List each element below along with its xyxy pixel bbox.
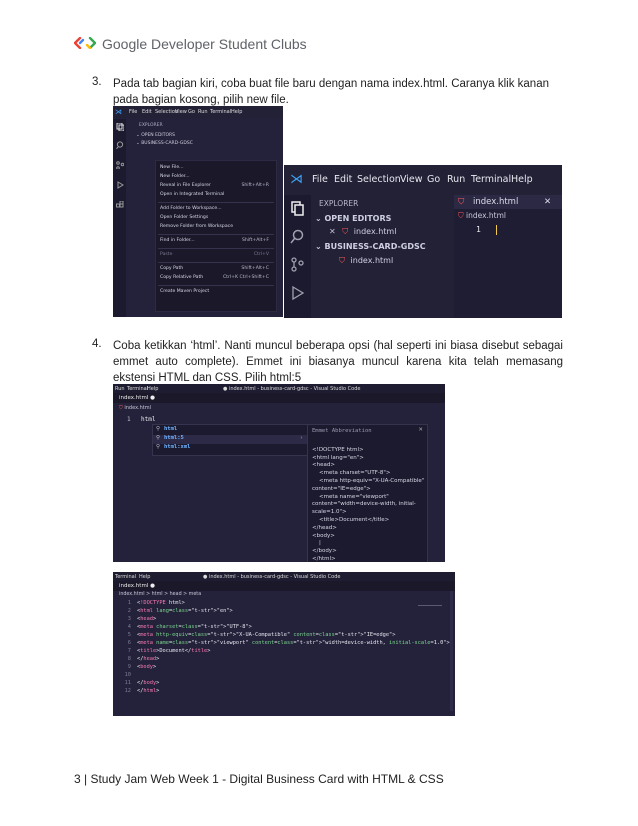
wrench-icon: ⚲ — [156, 426, 161, 432]
line-number: 1 — [127, 600, 131, 606]
search-icon[interactable] — [290, 229, 305, 244]
code-text: <title>Document</title> — [137, 648, 211, 654]
menu-file[interactable]: File — [129, 109, 138, 115]
menu-help[interactable]: Help — [147, 386, 159, 392]
menu-terminal[interactable]: Terminal — [115, 574, 137, 580]
breadcrumb: index.html > html > head > meta — [119, 592, 202, 597]
ctx-copy-path[interactable]: Copy Path Shift+Alt+C — [160, 266, 269, 271]
menu-file[interactable]: File — [312, 174, 328, 185]
line-number: 1 — [127, 416, 131, 423]
line-number: 9 — [127, 664, 131, 670]
menu-terminal[interactable]: Terminal — [210, 109, 232, 115]
code-text: <meta name=class="t-str">"viewport" content=class="t-str">"width=device-width, initial-scale=1.0"> — [137, 640, 450, 646]
detail-title: Emmet Abbreviation — [312, 428, 372, 434]
menu-help[interactable]: Help — [511, 174, 533, 185]
workspace-folder[interactable]: ⌄ BUSINESS-CARD-GDSC — [315, 242, 426, 251]
ctx-new-folder[interactable]: New Folder... — [160, 174, 190, 179]
screenshot-new-file-created — [284, 165, 562, 318]
editor-area — [454, 195, 562, 318]
menu-terminal[interactable]: Terminal — [471, 174, 512, 185]
code-text: <meta charset=class="t-str">"UTF-8"> — [137, 624, 252, 630]
activity-bar — [113, 119, 126, 317]
source-control-icon[interactable] — [116, 161, 124, 169]
menu-selection[interactable]: Selection — [357, 174, 401, 185]
line-number: 3 — [127, 616, 131, 622]
files-icon[interactable] — [290, 201, 305, 216]
menu-help[interactable]: Help — [231, 109, 243, 115]
ctx-create-maven-project[interactable]: Create Maven Project — [160, 289, 210, 294]
tab-index-html[interactable]: ⛉ index.html ✕ — [454, 195, 562, 209]
menu-run[interactable]: Run — [447, 174, 466, 185]
gdsc-logo — [74, 37, 96, 49]
line-number: 6 — [127, 640, 131, 646]
code-text: </head> — [137, 656, 160, 662]
ctx-paste[interactable]: Paste Ctrl+V — [160, 252, 269, 257]
line-number: 7 — [127, 648, 131, 654]
line-number: 12 — [124, 688, 131, 694]
menu-view[interactable]: View — [175, 109, 187, 115]
code-text: <head> — [137, 616, 157, 622]
menu-terminal[interactable]: Terminal — [127, 386, 149, 392]
code-text: <html lang=class="t-str">"en"> — [137, 608, 233, 614]
wrench-icon: ⚲ — [156, 435, 161, 441]
workspace-folder[interactable]: ⌄ BUSINESS-CARD-GDSC — [136, 141, 193, 146]
line-number: 4 — [127, 624, 131, 630]
close-icon[interactable]: ✕ — [544, 197, 552, 207]
breadcrumb: ⛉ index.html — [458, 211, 507, 220]
code-text: <body> — [137, 664, 157, 670]
line-number: 11 — [124, 680, 131, 686]
step-4-number: 4. — [92, 338, 102, 350]
search-icon[interactable] — [116, 141, 124, 149]
code-text: </html> — [137, 688, 160, 694]
ctx-find-in-folder[interactable]: Find in Folder... Shift+Alt+F — [160, 238, 269, 243]
ctx-open-terminal[interactable]: Open in Integrated Terminal — [160, 192, 225, 197]
menu-bar — [113, 106, 283, 118]
ctx-add-folder[interactable]: Add Folder to Workspace... — [160, 206, 222, 211]
vscode-logo-icon: ⋊ — [115, 108, 122, 116]
line-number: 8 — [127, 656, 131, 662]
chevron-right-icon[interactable]: › — [299, 435, 303, 441]
suggestion-item[interactable]: ⚲ html:xml — [156, 444, 191, 450]
menu-run[interactable]: Run — [115, 386, 125, 392]
title-bar — [113, 572, 455, 581]
ctx-folder-settings[interactable]: Open Folder Settings — [160, 215, 209, 220]
step-3-text: Pada tab bagian kiri, coba buat file baru dengan nama index.html. Caranya klik kanan pada bagian kosong, pilih new file. — [113, 78, 549, 106]
code-text: <meta http-equiv=class="t-str">"X-UA-Compatible" content=class="t-str">"IE=edge"> — [137, 632, 396, 638]
text-cursor — [496, 225, 497, 235]
run-debug-icon[interactable] — [116, 181, 124, 189]
open-editors-section[interactable]: ⌄ OPEN EDITORS — [315, 214, 392, 223]
html5-icon: ⛉ — [342, 227, 349, 236]
menu-run[interactable]: Run — [198, 109, 208, 115]
tab-index-html[interactable]: index.html ● — [119, 583, 155, 589]
folder-file-item[interactable]: ⛉ index.html — [339, 256, 394, 265]
step-3-number: 3. — [92, 76, 102, 88]
screenshot-html5-boilerplate — [113, 572, 455, 716]
line-number: 1 — [476, 225, 481, 234]
files-icon[interactable] — [116, 123, 124, 131]
extensions-icon[interactable] — [116, 201, 124, 209]
tab-bar — [113, 393, 445, 403]
tab-index-html[interactable]: index.html ● — [119, 395, 155, 401]
explorer-title: EXPLORER — [319, 199, 359, 208]
suggestion-list — [152, 424, 308, 456]
window-title: ● index.html - business-card-gdsc - Visual Studio Code — [223, 386, 361, 392]
run-debug-icon[interactable] — [290, 285, 305, 300]
source-control-icon[interactable] — [290, 257, 305, 272]
suggestion-item-selected[interactable]: ⚲ html:5 › — [153, 435, 307, 444]
suggestion-detail — [307, 424, 428, 562]
typed-text: html — [141, 416, 156, 423]
wrench-icon: ⚲ — [156, 444, 161, 450]
explorer-context-menu — [155, 160, 277, 312]
ctx-reveal[interactable]: Reveal in File Explorer Shift+Alt+R — [160, 183, 269, 188]
code-block — [113, 600, 450, 700]
menu-go[interactable]: Go — [188, 109, 195, 115]
menu-bar — [284, 165, 562, 195]
page-footer: 3 | Study Jam Web Week 1 - Digital Business Card with HTML & CSS — [74, 772, 444, 786]
editor-area — [113, 591, 455, 716]
explorer-title: EXPLORER — [139, 123, 163, 128]
menu-edit[interactable]: Edit — [142, 109, 152, 115]
menu-view[interactable]: View — [400, 174, 423, 185]
window-title: ● index.html - business-card-gdsc - Visual Studio Code — [203, 574, 341, 580]
code-text: <!DOCTYPE html> — [137, 600, 185, 606]
scrollbar[interactable] — [450, 591, 453, 711]
menu-selection[interactable]: Selection — [155, 109, 179, 115]
close-icon[interactable]: ✕ — [418, 427, 423, 433]
menu-edit[interactable]: Edit — [334, 174, 353, 185]
open-editor-item[interactable]: ✕ ⛉ index.html — [329, 227, 397, 236]
line-number: 2 — [127, 608, 131, 614]
line-number: 5 — [127, 632, 131, 638]
menu-go[interactable]: Go — [427, 174, 441, 185]
tab-bar — [113, 581, 455, 591]
step-4-text: Coba ketikkan ‘html’. Nanti muncul beberapa opsi (hal seperti ini biasa disebut sebagai emmet auto complete). Emmet ini biasanya muncul karena kita telah memasang ekstensi HTML dan CSS. Pilih html:5 — [113, 340, 563, 384]
html5-icon: ⛉ — [339, 256, 345, 265]
vscode-logo-icon: ⋊ — [290, 172, 303, 187]
suggestion-item[interactable]: ⚲ html — [156, 426, 178, 432]
close-icon[interactable]: ✕ — [329, 227, 336, 236]
menu-help[interactable]: Help — [139, 574, 151, 580]
screenshot-new-file-context-menu — [113, 106, 283, 317]
screenshot-emmet-suggestions — [113, 384, 445, 562]
line-number: 10 — [124, 672, 131, 678]
ctx-new-file[interactable]: New File... — [160, 165, 184, 170]
code-text: </body> — [137, 680, 160, 686]
open-editors-section[interactable]: ⌄ OPEN EDITORS — [136, 133, 176, 138]
ctx-remove-folder[interactable]: Remove Folder from Workspace — [160, 224, 234, 229]
ctx-copy-relative-path[interactable]: Copy Relative Path Ctrl+K Ctrl+Shift+C — [160, 275, 269, 280]
html5-icon: ⛉ — [458, 197, 465, 207]
explorer-panel — [311, 195, 454, 318]
brand-name: Google Developer Student Clubs — [102, 36, 307, 52]
title-bar — [113, 384, 445, 393]
breadcrumb: ⛉ index.html — [119, 405, 152, 411]
detail-code: <!DOCTYPE html> <html lang="en"> <head> <meta charset="UTF-8"> <meta http-equiv="X-UA-Compatible" content="IE=edge"> <meta name="viewport" content="width=device-width, initial- scale=1.0"> <title>Document</title> </head> <body> | </body> </html> — [312, 446, 425, 562]
activity-bar — [284, 195, 311, 318]
